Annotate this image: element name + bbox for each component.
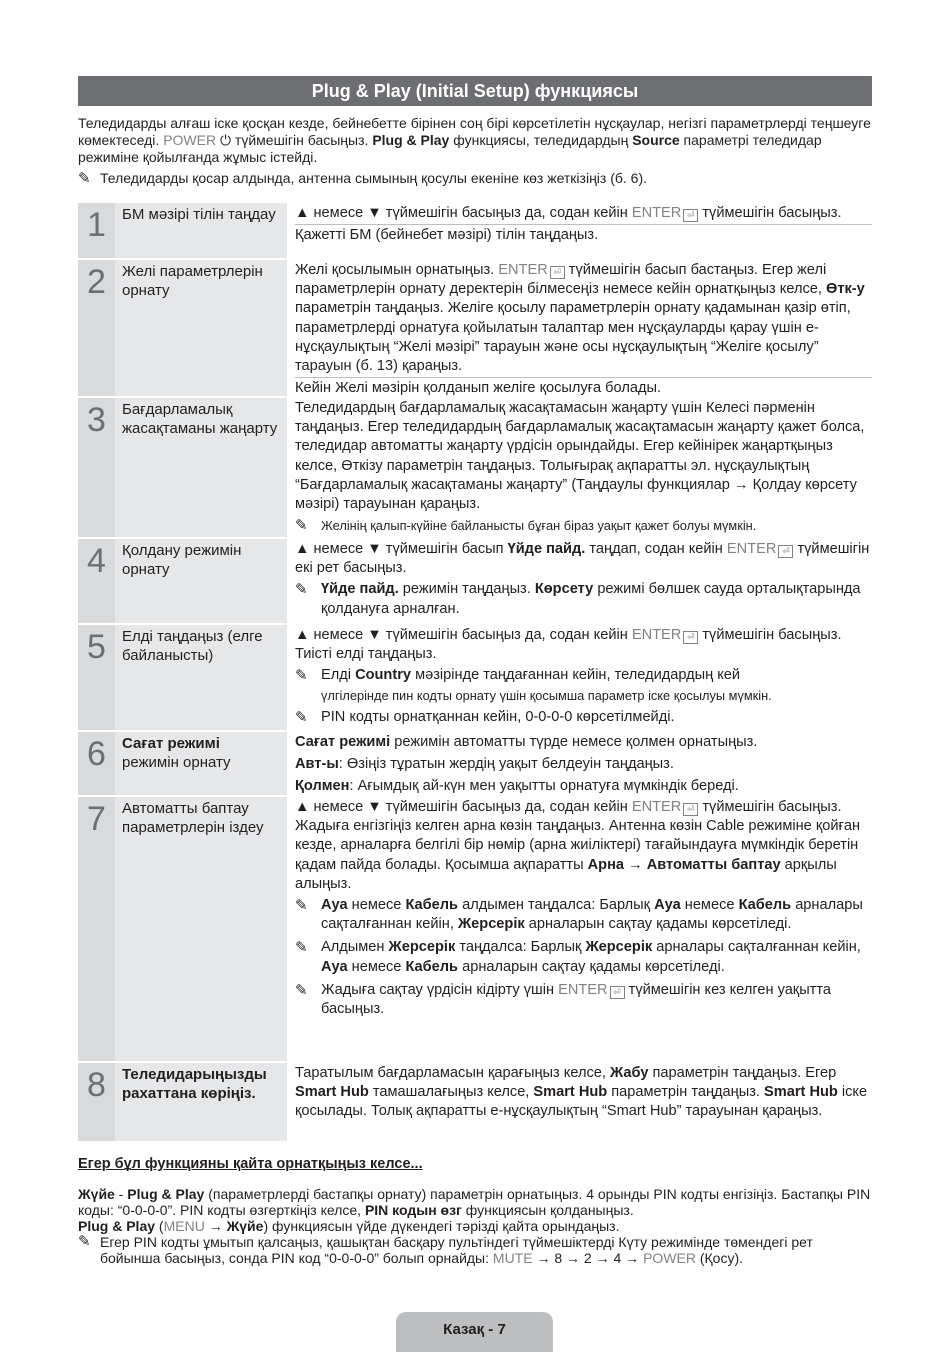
note-text: арналары сақталғаннан кейін, bbox=[321, 897, 863, 933]
menu-label: MENU bbox=[163, 1218, 205, 1234]
enter-label: ENTER bbox=[498, 262, 548, 278]
note-text: PIN кодты орнатқаннан кейін, 0-0-0-0 көрсетілмейді. bbox=[321, 708, 675, 725]
air-label: Ауа bbox=[321, 958, 348, 975]
step-row-5 bbox=[78, 623, 872, 730]
desc-text: ▲ немесе ▼ түймешігін басыңыз да, содан кейін bbox=[295, 799, 632, 815]
cable-label: Кабель bbox=[738, 897, 792, 914]
desc-text: таңдап, содан кейін bbox=[585, 541, 727, 557]
note-icon: ✎ bbox=[295, 897, 308, 915]
change-pin-label: PIN кодын өзг bbox=[364, 1202, 462, 1218]
desc-text: : Ағымдық ай-күн мен уақытты орнатуға мүмкіндік береді. bbox=[349, 778, 739, 795]
enter-label: ENTER bbox=[558, 981, 608, 998]
enter-icon: ⏎ bbox=[610, 986, 625, 999]
clock-mode-label: Сағат режимі bbox=[295, 734, 391, 750]
step-number: 4 bbox=[78, 539, 115, 623]
step-description bbox=[287, 539, 872, 623]
step-number: 5 bbox=[78, 625, 115, 730]
note-text: алдымен таңдалса: Барлық bbox=[458, 897, 655, 914]
enter-icon: ⏎ bbox=[683, 803, 698, 816]
step-title: Елді таңдаңыз (елге байланысты) bbox=[115, 625, 287, 730]
note-text: режимін таңдаңыз. bbox=[398, 581, 535, 598]
home-use-label: Үйде пайд. bbox=[321, 581, 399, 598]
desc-text: түймешігін басыңыз. bbox=[698, 205, 842, 221]
document-page bbox=[78, 76, 872, 1266]
step-number: 8 bbox=[78, 1063, 115, 1141]
note-text: Алдымен bbox=[321, 939, 389, 956]
step-sub-line: Кейін Желі мәзірін қолданып желіге қосылуға болады. bbox=[295, 377, 872, 398]
note-text: (Қосу). bbox=[695, 1250, 743, 1266]
power-icon: ⏻ bbox=[219, 132, 232, 148]
step-note bbox=[295, 666, 872, 705]
desc-text: арқылы алыңыз. bbox=[295, 856, 837, 892]
note-icon: ✎ bbox=[295, 517, 308, 535]
enter-label: ENTER bbox=[631, 799, 682, 815]
cable-label: Кабель bbox=[405, 897, 459, 914]
air-label: Ауа bbox=[654, 897, 681, 914]
step-description bbox=[287, 260, 872, 396]
step-title: Теледидарыңызды рахаттана көріңіз. bbox=[115, 1063, 287, 1141]
step-title: Қолдану режимін орнату bbox=[115, 539, 287, 623]
air-label: Ауа bbox=[321, 897, 348, 914]
satellite-label: Жерсерік bbox=[585, 939, 653, 956]
step-description bbox=[287, 797, 872, 1061]
country-label: Country bbox=[355, 667, 412, 684]
step-description bbox=[287, 398, 872, 537]
step-number: 7 bbox=[78, 797, 115, 1061]
cable-label: Кабель bbox=[405, 958, 459, 975]
desc-text: параметрін таңдаңыз. Желіге қосылу параметрлерін орнату қадамынан қазір өтіп, параметрлерді орнатуға қойылатын талаптар мен нұсқауларды қарау үшін е-нұсқаулықтың “Желі мәзірі” тарауын және осы нұсқаулықтың “Желіге қосылу” тарауын (б. 13) қараңыз. bbox=[295, 300, 851, 375]
step-row-7 bbox=[78, 795, 872, 1061]
enter-icon: ⏎ bbox=[683, 631, 698, 644]
step-title: Желі параметрлерін орнату bbox=[115, 260, 287, 396]
step-row-1 bbox=[78, 203, 872, 258]
enter-icon: ⏎ bbox=[550, 266, 565, 279]
note-text: Теледидарды қосар алдында, антенна сымының қосулы екеніне көз жеткізіңіз (б. 6). bbox=[100, 170, 648, 186]
intro-section bbox=[78, 115, 872, 187]
step-row-6 bbox=[78, 730, 872, 795]
step-title bbox=[115, 732, 287, 795]
auto-label: Авт-ы bbox=[295, 756, 339, 773]
intro-note bbox=[78, 170, 872, 187]
intro-paragraph bbox=[78, 115, 872, 166]
step-row-3 bbox=[78, 396, 872, 537]
desc-text: түймешігін басып бастаңыз. Егер желі параметрлерін орнату деректерін білмесеңіз немесе кейін орнатқыңыз келсе, bbox=[295, 262, 827, 298]
desc-text: параметрін таңдаңыз. bbox=[607, 1084, 765, 1101]
desc-text: (параметрлерді бастапқы орнату) параметрін орнатыңыз. 4 орынды PIN кодты енгізіңіз. Бастапқы PIN коды: “0-0-0-0”. PIN кодты өзгерткіңіз келсе, bbox=[78, 1186, 871, 1218]
desc-text: Таратылым бағдарламасын қарағыңыз келсе, bbox=[295, 1065, 611, 1081]
intro-text: түймешігін басыңыз. bbox=[231, 132, 373, 148]
step-title: Бағдарламалық жасақтаманы жаңарту bbox=[115, 398, 287, 537]
note-icon: ✎ bbox=[295, 981, 308, 999]
step-title: БМ мәзірі тілін таңдау bbox=[115, 203, 287, 258]
smart-hub-label: Smart Hub bbox=[295, 1084, 369, 1101]
menu-path-label: Арна → Автоматты баптау bbox=[587, 856, 781, 873]
note-text: Егер PIN кодты ұмытып қалсаңыз, қашықтан басқару пультіндегі түймешіктерді Күту режимінде төмендегі рет бойынша басыңыз, сонда PIN код “0-0-0-0” болып орнайды: bbox=[100, 1234, 813, 1266]
desc-text: Желі қосылымын орнатыңыз. bbox=[295, 262, 499, 278]
step-row-8 bbox=[78, 1061, 872, 1141]
note-icon: ✎ bbox=[78, 1233, 91, 1250]
desc-text: ) функциясын үйде дүкендегі тәрізді қайта орындаңыз. bbox=[263, 1218, 620, 1234]
setup-steps-table bbox=[78, 203, 872, 1141]
note-text: үлгілерінде пин кодты орнату үшін қосымша параметр іске қосылуы мүмкін. bbox=[321, 687, 772, 703]
desc-text: түймешігін екі рет басыңыз. bbox=[295, 541, 870, 577]
note-icon: ✎ bbox=[295, 708, 308, 726]
step-number: 2 bbox=[78, 260, 115, 396]
smart-hub-label: Smart Hub bbox=[533, 1084, 608, 1101]
reset-heading: Егер бұл функцияны қайта орнатқыңыз келсе... bbox=[78, 1156, 423, 1172]
desc-text: Теледидардың бағдарламалық жасақтамасын жаңарту үшін Келесі пәрменін таңдаңыз. Егер теледидардың бағдарламалық жасақтамасын жаңарту қажет болса, теледидар автоматты жаңарту үрдісін орындайды. Егер кейінірек жаңартқыңыз келсе, Өткізу параметрін таңдаңыз. Толығырақ ақпаратты эл. нұсқаулықтың “Бағдарламалық жасақтаманы жаңарту” (Таңдаулы функциялар → Қолдау көрсету мәзірі) тарауынан қараңыз. bbox=[295, 400, 865, 513]
step-number: 1 bbox=[78, 203, 115, 258]
reset-section bbox=[78, 1155, 872, 1266]
smart-hub-label: Smart Hub bbox=[764, 1084, 838, 1101]
desc-text: ▲ немесе ▼ түймешігін басыңыз да, содан кейін bbox=[295, 205, 632, 221]
source-label: Source bbox=[632, 132, 680, 148]
system-label: Жүйе bbox=[226, 1218, 264, 1234]
note-icon: ✎ bbox=[295, 667, 308, 685]
step-title-text: режимін орнату bbox=[122, 754, 231, 771]
step-description bbox=[287, 1063, 872, 1141]
note-text: арналарын сақтау қадамы көрсетіледі. bbox=[458, 958, 725, 975]
mute-label: MUTE bbox=[492, 1250, 533, 1266]
desc-text: → bbox=[204, 1218, 227, 1234]
power-label: POWER bbox=[643, 1250, 696, 1266]
step-description bbox=[287, 625, 872, 730]
desc-text: функциясын қолданыңыз. bbox=[461, 1202, 634, 1218]
note-text: немесе bbox=[347, 958, 406, 975]
plug-play-label: Plug & Play bbox=[78, 1218, 156, 1234]
step-description bbox=[287, 732, 872, 795]
step-title: Автоматты баптау параметрлерін іздеу bbox=[115, 797, 287, 1061]
note-text: арналарын сақтау қадамы көрсетіледі. bbox=[524, 916, 792, 933]
desc-text: - bbox=[114, 1186, 128, 1202]
intro-text: функциясы, теледидардың bbox=[449, 132, 633, 148]
note-text: Жадыға сақтау үрдісін кідірту үшін bbox=[321, 981, 559, 998]
power-label: POWER bbox=[163, 132, 217, 148]
intro-text: Теледидарды алғаш іске қосқан кезде, бейнебетте бірінен соң бірі көрсетілетін нұсқаулар, негізгі параметрлерді теңшеуге көмектеседі. bbox=[78, 115, 871, 148]
note-text: режимі бөлшек сауда орталықтарында қолдануға арналған. bbox=[321, 581, 861, 617]
desc-text: түймешігін басыңыз. Тиісті елді таңдаңыз. bbox=[295, 627, 842, 663]
desc-text: : Өзіңіз тұратын жердің уақыт белдеуін таңдаңыз. bbox=[338, 756, 674, 773]
enter-label: ENTER bbox=[631, 627, 682, 643]
desc-text: ▲ немесе ▼ түймешігін басыңыз да, содан кейін bbox=[295, 627, 632, 643]
note-text: Желінің қалып-күйіне байланысты бұған біраз уақыт қажет болуы мүмкін. bbox=[321, 518, 757, 534]
step-note bbox=[295, 896, 872, 934]
enter-label: ENTER bbox=[726, 541, 777, 557]
step-number: 3 bbox=[78, 398, 115, 537]
close-label: Жабу bbox=[610, 1065, 649, 1081]
desc-text: ( bbox=[155, 1218, 164, 1234]
skip-label: Өтк-у bbox=[825, 281, 865, 298]
step-title-bold: Сағат режимі bbox=[122, 735, 220, 752]
step-note bbox=[295, 580, 872, 618]
step-number: 6 bbox=[78, 732, 115, 795]
system-label: Жүйе bbox=[78, 1186, 115, 1202]
note-icon: ✎ bbox=[295, 581, 308, 599]
step-note bbox=[295, 981, 872, 1019]
step-row-4 bbox=[78, 537, 872, 623]
manual-label: Қолмен bbox=[295, 778, 350, 795]
note-icon: ✎ bbox=[295, 939, 308, 957]
satellite-label: Жерсерік bbox=[388, 939, 456, 956]
note-text: немесе bbox=[680, 897, 739, 914]
step-sub-line: Қажетті БМ (бейнебет мәзірі) тілін таңдаңыз. bbox=[295, 224, 872, 245]
reset-body bbox=[78, 1186, 872, 1266]
note-text: немесе bbox=[347, 897, 406, 914]
note-text: түймешігін кез келген уақытта басыңыз. bbox=[321, 981, 832, 1018]
step-row-2 bbox=[78, 258, 872, 396]
enter-icon: ⏎ bbox=[778, 545, 793, 558]
home-use-label: Үйде пайд. bbox=[507, 541, 586, 557]
desc-text: параметрін таңдаңыз. Егер bbox=[648, 1065, 837, 1081]
note-text: мәзірінде таңдағаннан кейін, теледидардың кей bbox=[411, 667, 741, 684]
intro-text: параметрі теледидар режиміне қойылғанда жұмыс істейді. bbox=[78, 132, 822, 165]
reset-note bbox=[78, 1234, 872, 1266]
step-note bbox=[295, 516, 872, 535]
step-description bbox=[287, 203, 872, 258]
plug-play-label: Plug & Play bbox=[372, 132, 450, 148]
step-note bbox=[295, 708, 872, 727]
note-text: → 8 → 2 → 4 → bbox=[532, 1250, 644, 1266]
desc-text: тамашалағыңыз келсе, bbox=[368, 1084, 534, 1101]
desc-text: режимін автоматты түрде немесе қолмен орнатыңыз. bbox=[390, 734, 758, 750]
enter-icon: ⏎ bbox=[683, 209, 698, 222]
note-text: арналары сақталғаннан кейін, bbox=[652, 939, 861, 956]
demo-label: Көрсету bbox=[534, 581, 594, 598]
plug-play-label: Plug & Play bbox=[127, 1186, 205, 1202]
page-title: Plug & Play (Initial Setup) функциясы bbox=[78, 76, 872, 106]
note-text: Елді bbox=[321, 667, 356, 684]
note-text: таңдалса: Барлық bbox=[455, 939, 586, 956]
satellite-label: Жерсерік bbox=[457, 916, 525, 933]
note-icon: ✎ bbox=[78, 170, 91, 187]
desc-text: іске қосылады. Толық ақпаратты е-нұсқаулықтың “Smart Hub” тарауынан қараңыз. bbox=[295, 1084, 868, 1120]
page-number-tab: Казақ - 7 bbox=[396, 1312, 553, 1352]
desc-text: түймешігін басыңыз. Жадыға енгізгіңіз келген арна көзін таңдаңыз. Антенна көзін Cable режиміне қойған кезде, арналарға белгілі бір нөмір (арна жиіліктері) тағайындауға мүмкіндік беретін қадам пайда болады. Қосымша ақпаратты bbox=[295, 799, 861, 873]
desc-text: ▲ немесе ▼ түймешігін басып bbox=[295, 541, 508, 557]
enter-label: ENTER bbox=[631, 205, 682, 221]
step-note bbox=[295, 938, 872, 976]
